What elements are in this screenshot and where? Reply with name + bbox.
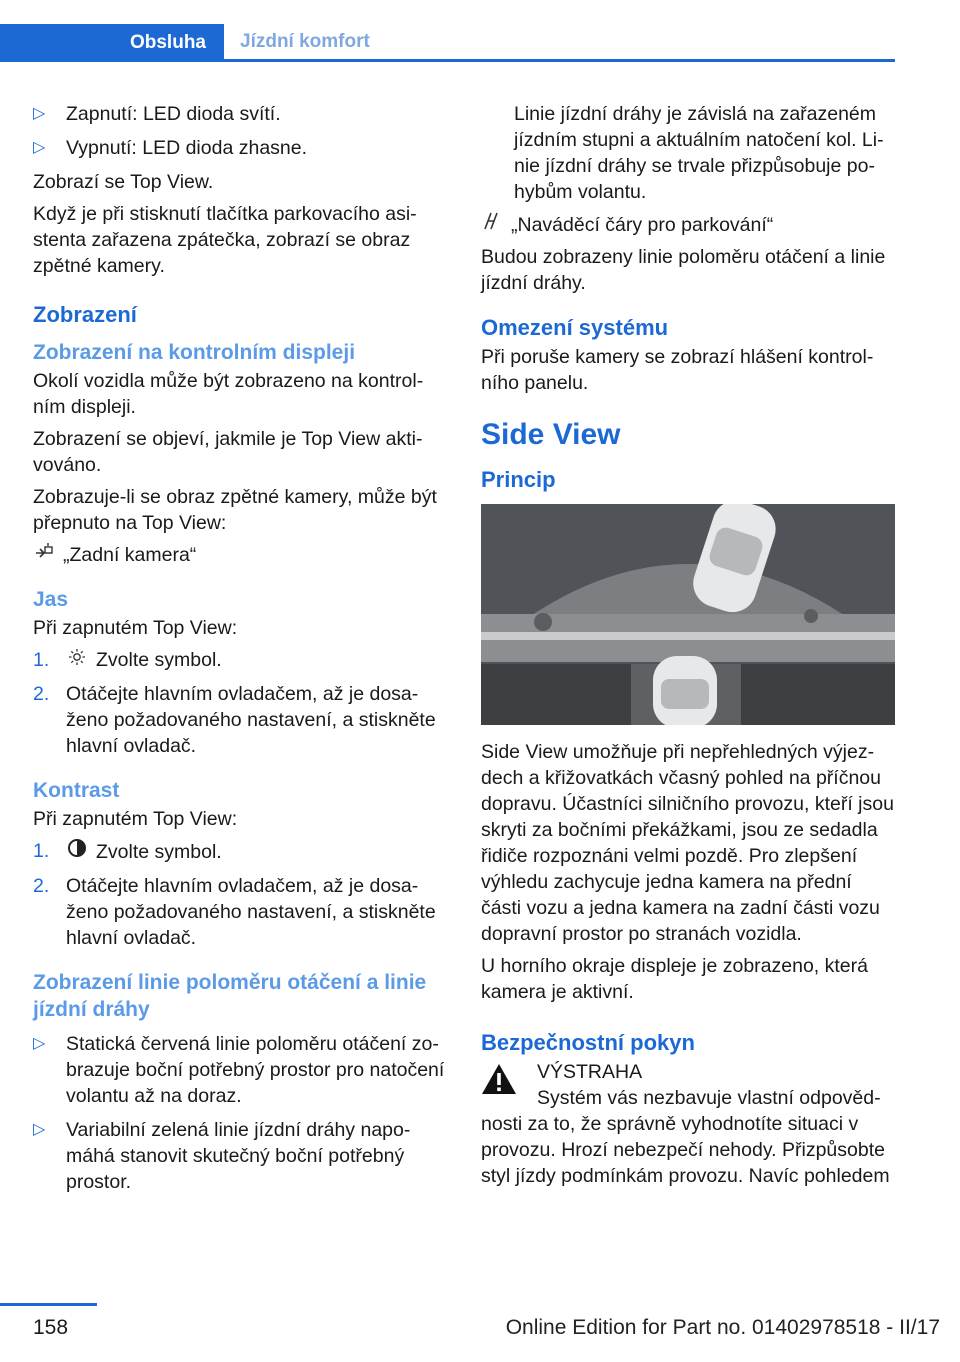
paragraph: Zobrazení se objeví, jakmile je Top View aktivováno. (33, 428, 423, 476)
heading-bezpecnost: Bezpečnostní pokyn (481, 1030, 695, 1055)
heading-princip: Princip (481, 467, 556, 492)
heading-kontrast: Kontrast (33, 779, 120, 802)
footer-rule (0, 1303, 97, 1306)
tab-obsluha[interactable] (0, 24, 224, 62)
parking-guide-lines-icon (481, 211, 503, 238)
paragraph: Při zapnutém Top View: (33, 617, 238, 639)
rear-camera-icon (33, 542, 55, 568)
paragraph: Linie jízdní dráhy je závislá na zařazeném jízdním stupni a aktuálním natočení kol. Linie jízdní dráhy se trvale přizpůsobuje pohybům volantu. (514, 103, 884, 203)
list-item (33, 838, 448, 865)
header-rule (0, 59, 895, 62)
step-number: 2. (33, 875, 50, 897)
brightness-icon (66, 647, 88, 673)
tab-jizdni-komfort-label: Jízdní komfort (240, 30, 370, 52)
paragraph: Zobrazí se Top View. (33, 171, 214, 193)
list-item (33, 647, 448, 673)
list-item (33, 681, 448, 759)
step-number: 1. (33, 649, 50, 671)
heading-omezeni: Omezení systému (481, 315, 669, 340)
paragraph: Okolí vozidla může být zobrazeno na kontrolním displeji. (33, 370, 424, 418)
heading-jas: Jas (33, 588, 69, 611)
page-number: 158 (33, 1316, 69, 1339)
guide-lines-option (481, 211, 896, 238)
step-text: Zvolte symbol. (96, 841, 222, 863)
list-item: ▷ Variabilní zelená linie jízdní dráhy napomáhá stanovit skutečný boční potřebný prostor. (33, 1117, 448, 1195)
right-column (481, 101, 896, 1195)
step-text: Otáčejte hlavním ovladačem, až je dosaženo požadovaného nastavení, a stiskněte hlavní ovladač. (66, 875, 436, 949)
paragraph: Side View umožňuje při nepřehledných výjezdech a křižovatkách včasný pohled na příčnou dopravu. Účastníci silničního provozu, kteří jsou skryti za bočními překážkami, jsou ze sedadla řidiče rozpoznáni velmi pozdě. Pro zlepšení výhledu zachycuje jedna kamera na přední části vozu a jedna kamera na zadní části vozu dopravní prostor po stranách vozidla. (481, 741, 894, 945)
tab-obsluha-label: Obsluha (129, 32, 206, 53)
page-header (0, 0, 960, 62)
step-number: 1. (33, 840, 50, 862)
left-column (33, 101, 448, 1203)
warning-title: VÝSTRAHA (537, 1061, 643, 1083)
warning-triangle-icon (481, 1063, 517, 1095)
edition-label: Online Edition for Part no. 01402978518 - II/17 (505, 1316, 940, 1339)
list-item: ▷ Statická červená linie poloměru otáčení zobrazuje boční potřebný prostor pro natočení volantu až na doraz. (33, 1031, 448, 1109)
paragraph: Při zapnutém Top View: (33, 808, 238, 830)
side-view-illustration (481, 504, 895, 725)
guide-lines-label: „Naváděcí čáry pro parkování“ (511, 214, 774, 236)
list-item (33, 873, 448, 951)
step-text: Otáčejte hlavním ovladačem, až je dosaženo požadovaného nastavení, a stiskněte hlavní ovladač. (66, 683, 436, 757)
paragraph: U horního okraje displeje je zobrazeno, která kamera je aktivní. (481, 955, 868, 1003)
warning-block (481, 1059, 896, 1189)
paragraph: Když je při stisknutí tlačítka parkovacího asistenta zařazena zpátečka, zobrazí se obraz zpětné kamery. (33, 203, 417, 277)
camera-option (33, 542, 448, 568)
contrast-icon (66, 838, 88, 865)
paragraph: Při poruše kamery se zobrazí hlášení kontrolního panelu. (481, 346, 874, 394)
step-number: 2. (33, 683, 50, 705)
heading-side-view: Side View (481, 418, 621, 451)
heading-kontrolni-displej: Zobrazení na kontrolním displeji (33, 341, 356, 364)
step-text: Zvolte symbol. (96, 649, 222, 671)
paragraph: Budou zobrazeny linie poloměru otáčení a linie jízdní dráhy. (481, 246, 886, 294)
warning-text: Systém vás nezbavuje vlastní odpovědnosti za to, že správně vyhodnotíte situaci v provozu. Hrozí nebezpečí nehody. Přizpůsobte styl jízdy podmínkám provozu. Navíc pohledem (481, 1087, 890, 1187)
tab-jizdni-komfort[interactable] (224, 24, 386, 59)
heading-linie: Zobrazení linie poloměru otáčení a linie jízdní dráhy (33, 971, 427, 1021)
list-item: ▷ Zapnutí: LED dioda svítí. (33, 101, 448, 127)
heading-zobrazeni: Zobrazení (33, 302, 137, 327)
list-item: ▷ Vypnutí: LED dioda zhasne. (33, 135, 448, 161)
camera-option-label: „Zadní kamera“ (63, 544, 197, 566)
paragraph: Zobrazuje-li se obraz zpětné kamery, může být přepnuto na Top View: (33, 486, 437, 534)
